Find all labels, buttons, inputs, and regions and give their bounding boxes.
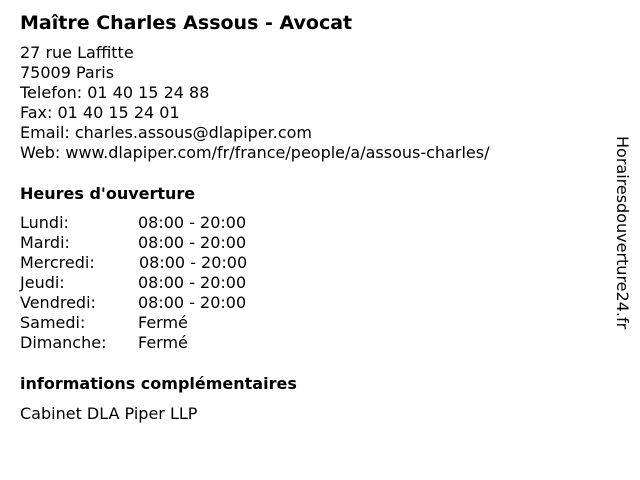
info-text: Cabinet DLA Piper LLP — [20, 404, 198, 423]
time-value: 08:00 - 20:00 — [139, 253, 248, 272]
hours-row-friday — [20, 293, 320, 313]
web-line: Web: www.dlapiper.com/fr/france/people/a/assous-charles/ — [20, 143, 490, 162]
time-value: 08:00 - 20:00 — [138, 273, 247, 292]
day-label: Jeudi: — [20, 273, 65, 292]
hours-row-monday — [20, 213, 320, 233]
fax-line: Fax: 01 40 15 24 01 — [20, 103, 180, 122]
page-title: Maître Charles Assous - Avocat — [20, 12, 353, 34]
contact-block — [20, 43, 489, 163]
email-line: Email: charles.assous@dlapiper.com — [20, 123, 313, 142]
time-value: Fermé — [138, 313, 188, 332]
hours-heading: Heures d'ouverture — [20, 184, 196, 203]
hours-table — [20, 213, 320, 353]
time-value: 08:00 - 20:00 — [138, 293, 247, 312]
day-label: Mardi: — [20, 233, 70, 252]
hours-row-tuesday — [20, 233, 320, 253]
hours-row-saturday — [20, 313, 320, 333]
hours-row-wednesday — [20, 253, 320, 273]
day-label: Mercredi: — [20, 253, 95, 272]
time-value: 08:00 - 20:00 — [138, 233, 247, 252]
hours-row-sunday — [20, 333, 320, 353]
day-label: Dimanche: — [20, 333, 107, 352]
info-heading: informations complémentaires — [20, 374, 297, 393]
time-value: 08:00 - 20:00 — [138, 213, 247, 232]
time-value: Fermé — [138, 333, 188, 352]
day-label: Samedi: — [20, 313, 86, 332]
site-watermark: Horairesdouverture24.fr — [613, 136, 632, 330]
phone-line: Telefon: 01 40 15 24 88 — [20, 83, 210, 102]
day-label: Vendredi: — [20, 293, 96, 312]
address-street: 27 rue Laffitte — [20, 43, 134, 62]
day-label: Lundi: — [20, 213, 69, 232]
hours-row-thursday — [20, 273, 320, 293]
address-city: 75009 Paris — [20, 63, 115, 82]
